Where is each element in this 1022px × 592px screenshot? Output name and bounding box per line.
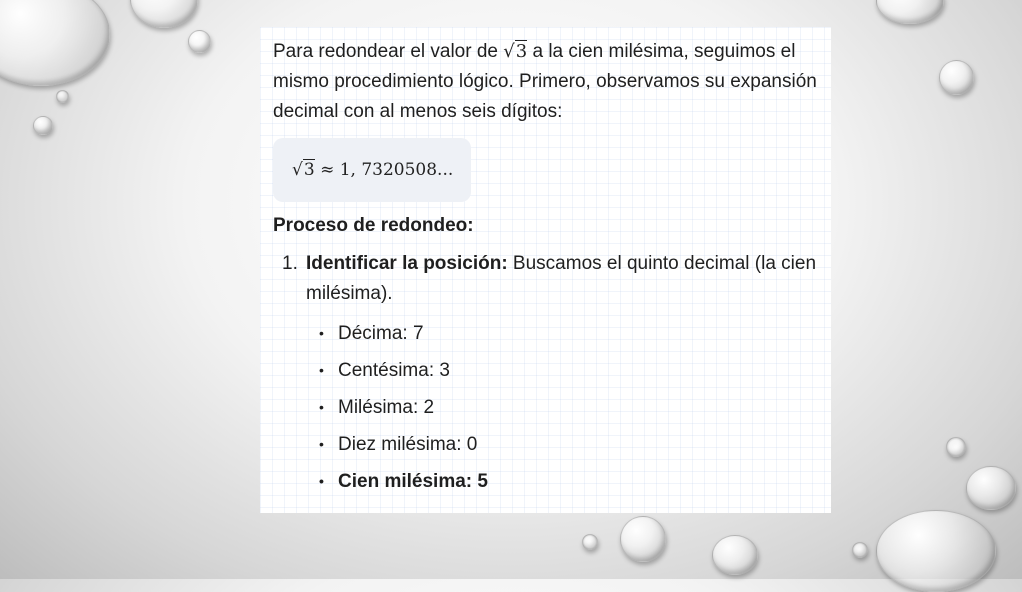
bullet-icon: • (319, 399, 324, 415)
formula-block (273, 138, 471, 202)
step-label: Identificar la posición: (306, 253, 508, 274)
water-drop (966, 466, 1016, 510)
water-drop (0, 0, 110, 86)
list-item-text: Cien milésima: 5 (338, 471, 488, 492)
sqrt-expression (503, 40, 527, 62)
water-drop (582, 534, 598, 550)
formula-radicand: 3 (303, 160, 315, 180)
water-drop (130, 0, 198, 28)
step-text: Buscamos el quinto decimal (la cien milésima). (306, 253, 817, 304)
bullet-icon: • (319, 362, 324, 378)
list-item-text: Diez milésima: 0 (338, 434, 478, 455)
formula-relation: ≈ 1, 7320508... (314, 160, 454, 180)
section-heading: Proceso de redondeo: (273, 215, 474, 236)
bullet-icon: • (319, 473, 324, 489)
water-drop (939, 60, 974, 95)
ordered-list-item (273, 249, 823, 309)
list-item (318, 352, 823, 389)
water-drop (946, 437, 966, 457)
list-item-text: Centésima: 3 (338, 360, 450, 381)
intro-paragraph (273, 37, 823, 127)
sqrt-symbol: √ (503, 41, 515, 62)
water-drop (712, 535, 758, 575)
water-drop (188, 30, 211, 53)
list-item (318, 426, 823, 463)
bullet-icon: • (319, 325, 324, 341)
content (273, 37, 823, 500)
intro-text-continued: a la cien milésima, seguimos el mismo procedimiento lógico. Primero, observamos su expansión decimal con al menos seis dígitos: (273, 41, 817, 122)
bullet-list (273, 315, 823, 500)
water-drop (33, 116, 53, 135)
formula-sqrt-symbol: √ (292, 160, 303, 180)
water-drop (852, 542, 868, 558)
intro-text: Para redondear el valor de (273, 41, 504, 62)
sqrt-radicand: 3 (515, 41, 528, 62)
list-item (318, 389, 823, 426)
water-drop (56, 90, 69, 103)
list-item (318, 315, 823, 352)
list-item-text: Décima: 7 (338, 323, 424, 344)
bullet-icon: • (319, 436, 324, 452)
list-item-text: Milésima: 2 (338, 397, 435, 418)
list-number: 1. (282, 253, 298, 274)
content-panel (260, 27, 831, 513)
water-drop (876, 0, 944, 24)
water-drop (876, 510, 996, 592)
water-drop (620, 516, 666, 562)
list-item (318, 463, 823, 500)
